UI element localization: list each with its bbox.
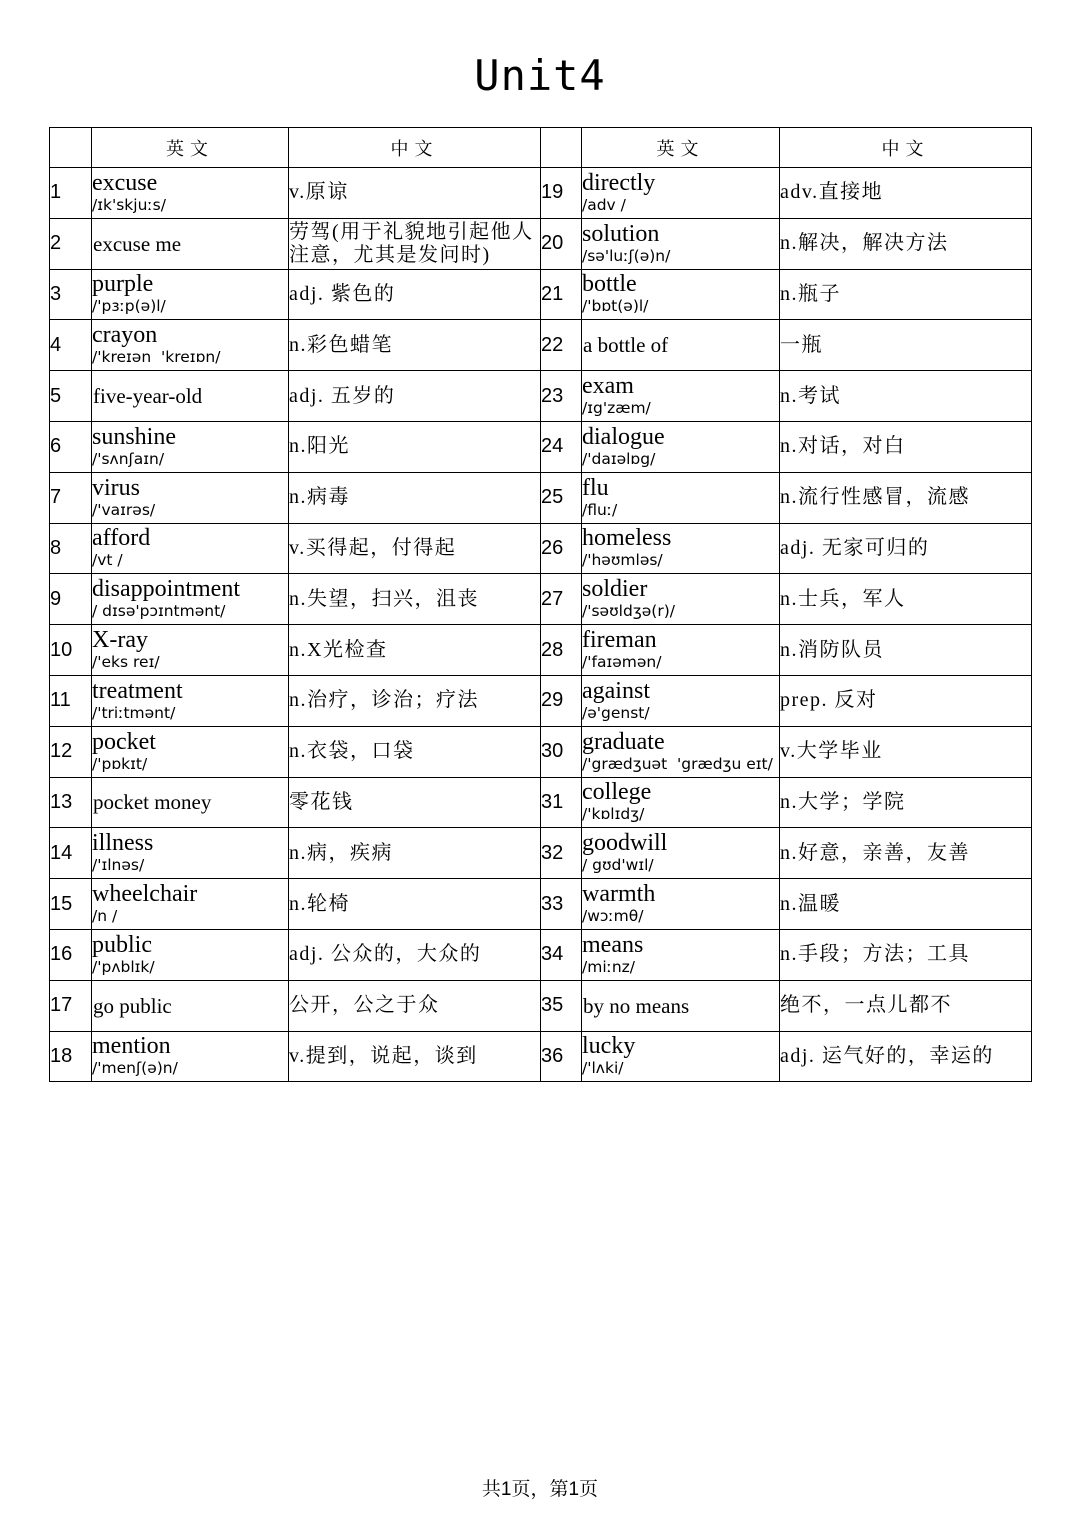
- entry-english: [92, 269, 289, 320]
- entry-number: 15: [50, 879, 92, 930]
- entry-word: excuse me: [93, 231, 182, 256]
- entry-chinese: [289, 472, 541, 523]
- entry-meaning: 劳驾(用于礼貌地引起他人注意，尤其是发问时): [289, 220, 534, 266]
- entry-number: 8: [50, 523, 92, 574]
- entry-chinese: [780, 421, 1032, 472]
- table-row: [50, 980, 1032, 1031]
- entry-word: a bottle of: [583, 333, 669, 358]
- entry-phonetic: /fluː/: [582, 500, 618, 519]
- table-row: [50, 625, 1032, 676]
- entry-number: 35: [541, 980, 582, 1031]
- entry-chinese: [780, 218, 1032, 269]
- entry-english: [92, 929, 289, 980]
- entry-phonetic: /'eks reɪ/: [92, 653, 160, 672]
- entry-english: [582, 421, 780, 472]
- entry-english: [92, 574, 289, 625]
- entry-number: 26: [541, 523, 582, 574]
- entry-english: [92, 371, 289, 422]
- entry-chinese: [780, 269, 1032, 320]
- table-row: [50, 269, 1032, 320]
- entry-number: 3: [50, 269, 92, 320]
- entry-meaning: n.流行性感冒，流感: [780, 486, 970, 509]
- entry-english: [582, 269, 780, 320]
- entry-chinese: [289, 777, 541, 828]
- entry-phonetic: /ɪk'skjuːs/: [92, 195, 166, 214]
- vocabulary-table: [49, 127, 1032, 1082]
- entry-number: 28: [541, 625, 582, 676]
- entry-chinese: [289, 523, 541, 574]
- entry-chinese: [780, 879, 1032, 930]
- entry-meaning: n.对话，对白: [780, 435, 906, 458]
- entry-chinese: [289, 625, 541, 676]
- entry-number: 21: [541, 269, 582, 320]
- entry-phonetic: /'pɜːp(ə)l/: [92, 297, 166, 316]
- entry-word: bottle: [582, 271, 637, 298]
- entry-chinese: [780, 472, 1032, 523]
- header-english-right: 英文: [582, 128, 780, 168]
- entry-number: 11: [50, 675, 92, 726]
- entry-chinese: [289, 320, 541, 371]
- entry-word: solution: [582, 220, 660, 247]
- entry-word: fireman: [582, 627, 657, 654]
- entry-meaning: adj. 运气好的，幸运的: [780, 1044, 994, 1067]
- entry-word: by no means: [583, 993, 690, 1018]
- entry-english: [582, 523, 780, 574]
- entry-number: 16: [50, 929, 92, 980]
- entry-english: [92, 675, 289, 726]
- entry-number: 29: [541, 675, 582, 726]
- entry-meaning: adj. 紫色的: [289, 282, 396, 305]
- entry-english: [582, 371, 780, 422]
- entry-number: 9: [50, 574, 92, 625]
- entry-word: wheelchair: [92, 881, 198, 908]
- entry-meaning: adj. 公众的，大众的: [289, 943, 482, 966]
- header-row: [50, 128, 1032, 168]
- entry-english: [92, 1031, 289, 1082]
- entry-word: goodwill: [582, 830, 668, 857]
- entry-word: afford: [92, 525, 151, 552]
- entry-number: 24: [541, 421, 582, 472]
- entry-chinese: [780, 1031, 1032, 1082]
- entry-meaning: n.衣袋，口袋: [289, 740, 415, 763]
- entry-word: crayon: [92, 322, 158, 349]
- header-number-left: [50, 128, 92, 168]
- entry-meaning: n.士兵，军人: [780, 587, 906, 610]
- entry-number: 20: [541, 218, 582, 269]
- entry-word: exam: [582, 373, 634, 400]
- entry-chinese: [289, 574, 541, 625]
- entry-phonetic: /'kɒlɪdʒ/: [582, 805, 645, 824]
- table-row: [50, 929, 1032, 980]
- entry-chinese: [780, 929, 1032, 980]
- entry-number: 33: [541, 879, 582, 930]
- table-body: [50, 168, 1032, 1082]
- entry-english: [582, 828, 780, 879]
- entry-chinese: [289, 269, 541, 320]
- entry-word: directly: [582, 169, 656, 196]
- entry-english: [92, 879, 289, 930]
- table-row: [50, 777, 1032, 828]
- page-footer: 共1页，第1页: [481, 1479, 599, 1500]
- entry-english: [582, 726, 780, 777]
- entry-meaning: v.大学毕业: [780, 740, 883, 763]
- entry-word: pocket: [92, 728, 156, 755]
- entry-number: 23: [541, 371, 582, 422]
- entry-english: [92, 320, 289, 371]
- entry-number: 14: [50, 828, 92, 879]
- entry-word: dialogue: [582, 423, 665, 450]
- table-row: [50, 168, 1032, 219]
- entry-number: 17: [50, 980, 92, 1031]
- entry-english: [582, 218, 780, 269]
- entry-english: [92, 625, 289, 676]
- entry-phonetic: /n /: [92, 907, 118, 926]
- entry-meaning: n.好意，亲善，友善: [780, 841, 970, 864]
- entry-chinese: [289, 675, 541, 726]
- entry-phonetic: /'bɒt(ə)l/: [582, 297, 649, 316]
- entry-english: [92, 828, 289, 879]
- entry-english: [582, 574, 780, 625]
- entry-meaning: n.考试: [780, 384, 841, 407]
- entry-chinese: [780, 371, 1032, 422]
- entry-meaning: adj. 无家可归的: [780, 536, 930, 559]
- entry-meaning: 零花钱: [289, 790, 354, 813]
- entry-meaning: n.大学；学院: [780, 790, 906, 813]
- entry-chinese: [289, 1031, 541, 1082]
- entry-phonetic: /sə'luːʃ(ə)n/: [582, 246, 671, 265]
- entry-word: homeless: [582, 525, 672, 552]
- table-row: [50, 523, 1032, 574]
- entry-word: sunshine: [92, 423, 176, 450]
- entry-chinese: [780, 828, 1032, 879]
- entry-meaning: n.阳光: [289, 435, 350, 458]
- entry-chinese: [289, 828, 541, 879]
- entry-phonetic: /'faɪəmən/: [582, 653, 662, 672]
- entry-meaning: v.原谅: [289, 181, 349, 204]
- entry-chinese: [289, 218, 541, 269]
- entry-phonetic: /wɔːmθ/: [582, 907, 644, 926]
- table-row: [50, 726, 1032, 777]
- entry-chinese: [780, 523, 1032, 574]
- entry-chinese: [780, 168, 1032, 219]
- entry-meaning: n.病，疾病: [289, 841, 393, 864]
- table-row: [50, 472, 1032, 523]
- entry-english: [92, 777, 289, 828]
- entry-english: [582, 472, 780, 523]
- entry-phonetic: /'pɒkɪt/: [92, 754, 148, 773]
- entry-phonetic: /ɪg'zæm/: [582, 399, 651, 418]
- entry-meaning: n.X光检查: [289, 638, 388, 661]
- header-chinese-left: 中文: [289, 128, 541, 168]
- entry-number: 25: [541, 472, 582, 523]
- entry-number: 1: [50, 168, 92, 219]
- entry-word: disappointment: [92, 576, 240, 603]
- entry-word: excuse: [92, 169, 158, 196]
- entry-english: [92, 980, 289, 1031]
- entry-number: 27: [541, 574, 582, 625]
- entry-chinese: [289, 371, 541, 422]
- entry-english: [582, 168, 780, 219]
- entry-english: [92, 523, 289, 574]
- entry-word: against: [582, 677, 650, 704]
- entry-word: lucky: [582, 1033, 636, 1060]
- entry-chinese: [780, 777, 1032, 828]
- entry-word: virus: [92, 474, 140, 501]
- entry-word: go public: [93, 993, 172, 1018]
- entry-number: 10: [50, 625, 92, 676]
- entry-chinese: [289, 929, 541, 980]
- entry-english: [92, 218, 289, 269]
- entry-chinese: [289, 726, 541, 777]
- table-row: [50, 1031, 1032, 1082]
- entry-number: 7: [50, 472, 92, 523]
- entry-meaning: n.温暖: [780, 892, 841, 915]
- entry-meaning: n.病毒: [289, 486, 350, 509]
- entry-meaning: n.轮椅: [289, 892, 350, 915]
- entry-number: 5: [50, 371, 92, 422]
- entry-meaning: adv.直接地: [780, 181, 884, 204]
- entry-english: [92, 472, 289, 523]
- entry-phonetic: /ə'genst/: [582, 703, 650, 722]
- entry-meaning: n.失望，扫兴，沮丧: [289, 587, 479, 610]
- entry-english: [582, 777, 780, 828]
- entry-meaning: n.消防队员: [780, 638, 884, 661]
- entry-number: 18: [50, 1031, 92, 1082]
- entry-phonetic: / gʊd'wɪl/: [582, 856, 654, 875]
- entry-meaning: v.提到，说起，谈到: [289, 1044, 478, 1067]
- entry-english: [582, 879, 780, 930]
- entry-chinese: [780, 320, 1032, 371]
- table-row: [50, 371, 1032, 422]
- entry-phonetic: /'səʊldʒə(r)/: [582, 602, 675, 621]
- entry-phonetic: /'pʌblɪk/: [92, 957, 155, 976]
- entry-meaning: 一瓶: [780, 333, 823, 356]
- entry-meaning: n.解决，解决方法: [780, 232, 949, 255]
- entry-word: X-ray: [92, 627, 148, 654]
- table-row: [50, 828, 1032, 879]
- entry-meaning: 绝不，一点儿都不: [780, 994, 952, 1017]
- entry-chinese: [289, 168, 541, 219]
- table-row: [50, 320, 1032, 371]
- entry-english: [582, 320, 780, 371]
- entry-english: [582, 929, 780, 980]
- entry-word: soldier: [582, 576, 648, 603]
- entry-number: 13: [50, 777, 92, 828]
- entry-english: [92, 421, 289, 472]
- entry-english: [582, 980, 780, 1031]
- entry-word: means: [582, 931, 644, 958]
- entry-number: 4: [50, 320, 92, 371]
- entry-number: 12: [50, 726, 92, 777]
- entry-phonetic: /'menʃ(ə)n/: [92, 1059, 178, 1078]
- entry-number: 32: [541, 828, 582, 879]
- entry-word: college: [582, 779, 652, 806]
- entry-number: 6: [50, 421, 92, 472]
- entry-number: 30: [541, 726, 582, 777]
- entry-english: [582, 1031, 780, 1082]
- entry-meaning: n.治疗，诊治；疗法: [289, 689, 479, 712]
- page-title: Unit4: [474, 51, 606, 100]
- entry-phonetic: /'sʌnʃaɪn/: [92, 449, 165, 468]
- entry-word: mention: [92, 1033, 171, 1060]
- entry-meaning: n.彩色蜡笔: [289, 333, 393, 356]
- entry-phonetic: /vt /: [92, 551, 123, 570]
- table-row: [50, 421, 1032, 472]
- table-row: [50, 675, 1032, 726]
- entry-number: 2: [50, 218, 92, 269]
- entry-chinese: [289, 421, 541, 472]
- entry-number: 34: [541, 929, 582, 980]
- table-row: [50, 879, 1032, 930]
- entry-phonetic: /miːnz/: [582, 957, 636, 976]
- entry-number: 36: [541, 1031, 582, 1082]
- entry-english: [582, 675, 780, 726]
- entry-number: 31: [541, 777, 582, 828]
- entry-chinese: [780, 675, 1032, 726]
- entry-number: 22: [541, 320, 582, 371]
- entry-phonetic: /'ɪlnəs/: [92, 856, 145, 875]
- table-row: [50, 574, 1032, 625]
- header-english-left: 英文: [92, 128, 289, 168]
- entry-meaning: n.瓶子: [780, 282, 841, 305]
- entry-word: five-year-old: [93, 384, 203, 409]
- entry-phonetic: /'kreɪən 'kreɪɒn/: [92, 348, 221, 367]
- entry-phonetic: / dɪsə'pɔɪntmənt/: [92, 602, 226, 621]
- entry-meaning: 公开，公之于众: [289, 994, 440, 1017]
- entry-phonetic: /adv /: [582, 195, 626, 214]
- entry-word: warmth: [582, 881, 656, 908]
- entry-chinese: [289, 879, 541, 930]
- entry-word: pocket money: [93, 790, 212, 815]
- entry-phonetic: /'triːtmənt/: [92, 703, 176, 722]
- entry-english: [92, 726, 289, 777]
- entry-word: public: [92, 931, 152, 958]
- entry-chinese: [780, 980, 1032, 1031]
- table-header: [50, 128, 1032, 168]
- entry-meaning: adj. 五岁的: [289, 384, 396, 407]
- entry-phonetic: /'həʊmləs/: [582, 551, 663, 570]
- entry-word: flu: [582, 474, 609, 501]
- entry-meaning: n.手段；方法；工具: [780, 943, 970, 966]
- entry-chinese: [780, 726, 1032, 777]
- entry-meaning: v.买得起，付得起: [289, 536, 457, 559]
- header-chinese-right: 中文: [780, 128, 1032, 168]
- entry-word: graduate: [582, 728, 665, 755]
- entry-phonetic: /'grædʒuət 'grædʒu eɪt/: [582, 754, 773, 773]
- entry-meaning: prep. 反对: [780, 689, 878, 712]
- entry-word: purple: [92, 271, 154, 298]
- entry-word: treatment: [92, 677, 183, 704]
- entry-chinese: [289, 980, 541, 1031]
- entry-number: 19: [541, 168, 582, 219]
- entry-english: [92, 168, 289, 219]
- entry-english: [582, 625, 780, 676]
- table-row: [50, 218, 1032, 269]
- entry-chinese: [780, 625, 1032, 676]
- entry-phonetic: /'lʌki/: [582, 1059, 624, 1078]
- header-number-right: [541, 128, 582, 168]
- entry-word: illness: [92, 830, 154, 857]
- entry-chinese: [780, 574, 1032, 625]
- entry-phonetic: /'vaɪrəs/: [92, 500, 156, 519]
- entry-phonetic: /'daɪəlɒg/: [582, 449, 656, 468]
